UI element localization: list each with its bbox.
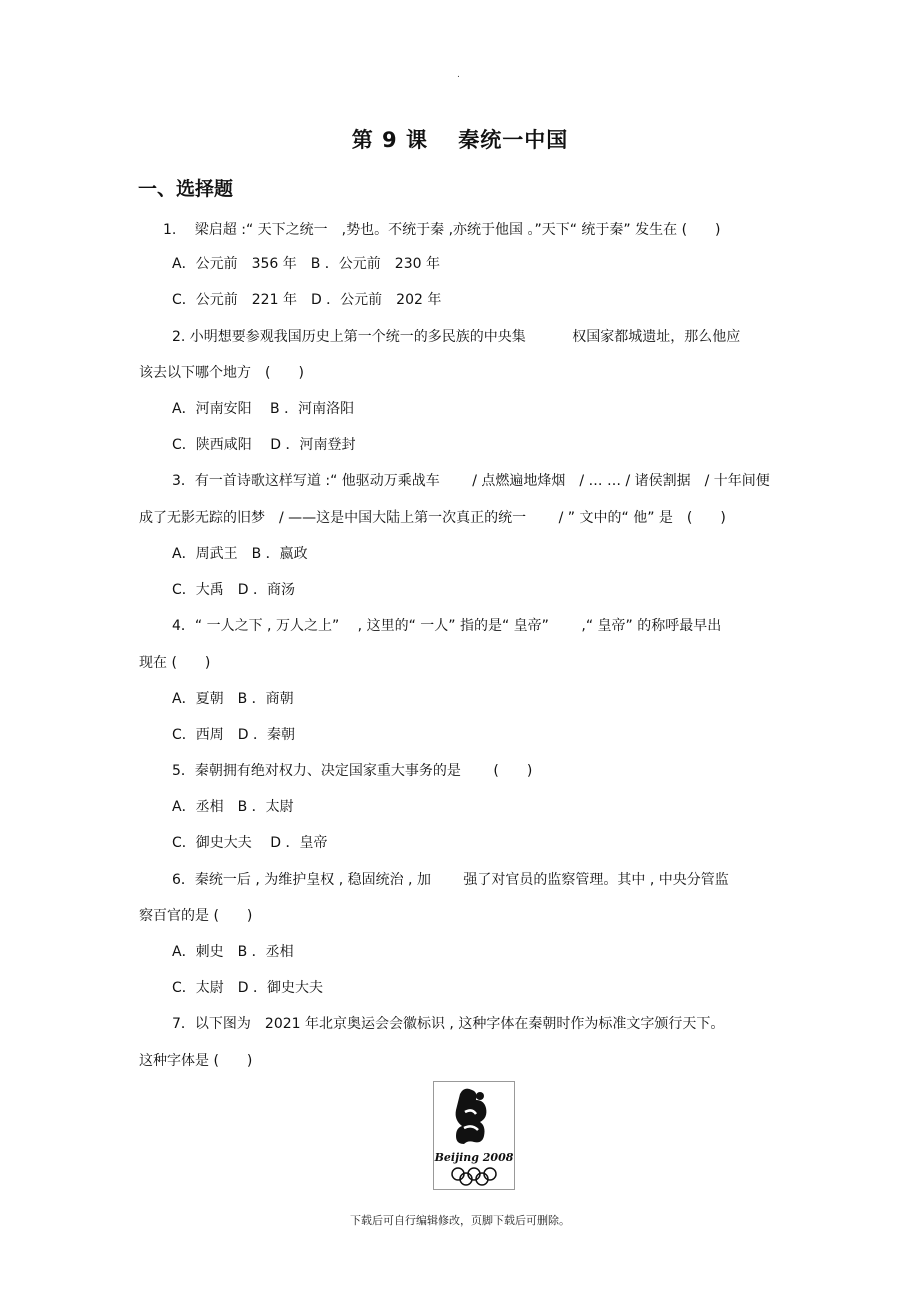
option-line: A．刺史 B ．丞相 xyxy=(172,944,294,960)
option-line: A．夏朝 B ．商朝 xyxy=(172,691,294,707)
question-2: 2. 小明想要参观我国历史上第一个统一的多民族的中央集 权国家都城遗址，那么他应 xyxy=(172,329,741,345)
option-line: C．太尉 D ．御史大夫 xyxy=(172,980,324,996)
lesson-title: 第 9 课 秦统一中国 xyxy=(351,128,569,152)
question-2-cont: 该去以下哪个地方 ( ) xyxy=(139,365,304,381)
header-mark: . xyxy=(457,70,460,80)
question-3-cont: 成了无影无踪的旧梦 / ——这是中国大陆上第一次真正的统一 / ” 文中的“ 他” 是 ( ) xyxy=(139,510,726,526)
question-4: 4．“ 一人之下 , 万人之上” , 这里的“ 一人” 指的是“ 皇帝” ,“ 皇帝” 的称呼最早出 xyxy=(172,618,722,634)
question-6: 6．秦统一后 , 为维护皇权 , 稳固统治 , 加 强了对官员的监察管理。其中 , 中央分管监 xyxy=(172,872,729,888)
option-line: C．陕西咸阳 D ．河南登封 xyxy=(172,437,356,453)
question-6-cont: 察百官的是 ( ) xyxy=(139,908,253,924)
option-line: C．西周 D ．秦朝 xyxy=(172,727,296,743)
option-line: A．丞相 B ．太尉 xyxy=(172,799,294,815)
section-title: 一、选择题 xyxy=(138,178,234,200)
question-1: 1. 梁启超 :“ 天下之统一 ,势也。不统于秦 ,亦统于他国 。”天下“ 统于秦” 发生在 ( ) xyxy=(163,222,721,238)
beijing-2008-emblem xyxy=(433,1081,515,1190)
option-line: A．周武王 B ．嬴政 xyxy=(172,546,308,562)
option-line: C．大禹 D ．商汤 xyxy=(172,582,296,598)
emblem-icon xyxy=(434,1082,514,1189)
question-7-cont: 这种字体是 ( ) xyxy=(139,1053,253,1069)
question-7: 7．以下图为 2021 年北京奥运会会徽标识 , 这种字体在秦朝时作为标准文字颁行天下。 xyxy=(172,1016,725,1032)
page-footer: 下载后可自行编辑修改，页脚下载后可删除。 xyxy=(350,1214,570,1227)
option-line: A．河南安阳 B ．河南洛阳 xyxy=(172,401,355,417)
option-line: A．公元前 356 年 B ．公元前 230 年 xyxy=(172,256,440,272)
option-line: C．公元前 221 年 D ．公元前 202 年 xyxy=(172,292,442,308)
emblem-text: Beijing 2008 xyxy=(434,1151,514,1164)
option-line: C．御史大夫 D ．皇帝 xyxy=(172,835,328,851)
question-3: 3．有一首诗歌这样写道 :“ 他驱动万乘战车 / 点燃遍地烽烟 / … … / 诸侯割据 / 十年间便 xyxy=(172,473,770,489)
question-4-cont: 现在 ( ) xyxy=(139,655,211,671)
question-5: 5．秦朝拥有绝对权力、决定国家重大事务的是 ( ) xyxy=(172,763,533,779)
